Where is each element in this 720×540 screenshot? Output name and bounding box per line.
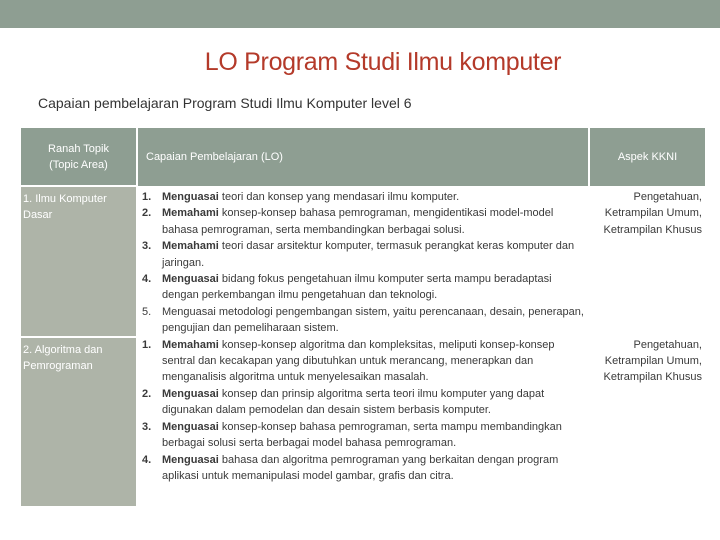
kkni-cell [589,186,705,337]
top-band [0,0,720,28]
list-item: 4. Menguasai bahasa dan algoritma pemrograman yang berkaitan dengan program aplikasi untuk memanipulasi model gambar, grafis dan citra. [142,453,559,482]
list-item: 5. Menguasai metodologi pengembangan sistem, yaitu perencanaan, desain, penerapan, pengujian dan pemeliharaan sistem. [142,305,584,335]
topic-cell: 1. Ilmu Komputer Dasar [21,186,137,337]
table-row [21,186,705,337]
list-item: 2. Memahami konsep-konsep bahasa pemrograman, mengidentikasi model-model bahasa pemrograman, serta membandingkan berbagai solusi. [142,207,554,236]
kkni-line: Pengetahuan, [633,338,702,351]
header-learning-outcome: Capaian Pembelajaran (LO) [137,128,589,186]
header-topic-area [21,128,137,186]
slide-subtitle: Capaian pembelajaran Program Studi Ilmu Komputer level 6 [38,95,412,111]
lo-table [21,128,705,506]
lo-cell [137,337,589,506]
list-item: 2. Menguasai konsep dan prinsip algoritma serta teori ilmu komputer yang dapat digunakan dalam pemodelan dan desain sistem berbasis komputer. [142,387,545,417]
list-item: 1. Menguasai teori dan konsep yang mendasari ilmu komputer. [142,191,460,203]
kkni-line: Ketrampilan Khusus [603,223,702,236]
header-kkni-aspect: Aspek KKNI [589,128,705,186]
lo-cell [137,186,589,337]
list-item: 4. Menguasai bidang fokus pengetahuan ilmu komputer serta mampu beradaptasi dengan perkembangan ilmu pengetahuan dan teknologi. [142,273,552,302]
slide-title: LO Program Studi Ilmu komputer [204,48,562,76]
list-item: 3. Memahami teori dasar arsitektur komputer, termasuk perangkat keras komputer dan jaringan. [142,240,575,269]
kkni-line: Ketrampilan Khusus [603,371,702,384]
header-topic-line2: (Topic Area) [49,158,108,171]
header-topic-line1: Ranah Topik [48,142,109,155]
topic-cell: 2. Algoritma dan Pemrograman [21,337,137,506]
kkni-line: Ketrampilan Umum, [604,355,702,368]
list-item: 3. Menguasai konsep-konsep bahasa pemrograman, serta mampu membandingkan berbagai solusi serta berbagai model bahasa pemrograman. [142,420,562,450]
list-item: 1. Memahami konsep-konsep algoritma dan kompleksitas, meliputi konsep-konsep sentral dan kecakapan yang dibutuhkan untuk merancang, menerapkan dan menganalisis algoritma untuk menyelesaikan masalah. [142,338,555,384]
lo-list [138,337,589,485]
table-row [21,337,705,506]
kkni-cell [589,337,705,506]
kkni-line: Ketrampilan Umum, [604,207,702,220]
table-header-row [21,128,705,186]
lo-list [138,189,589,337]
kkni-line: Pengetahuan, [633,191,702,203]
